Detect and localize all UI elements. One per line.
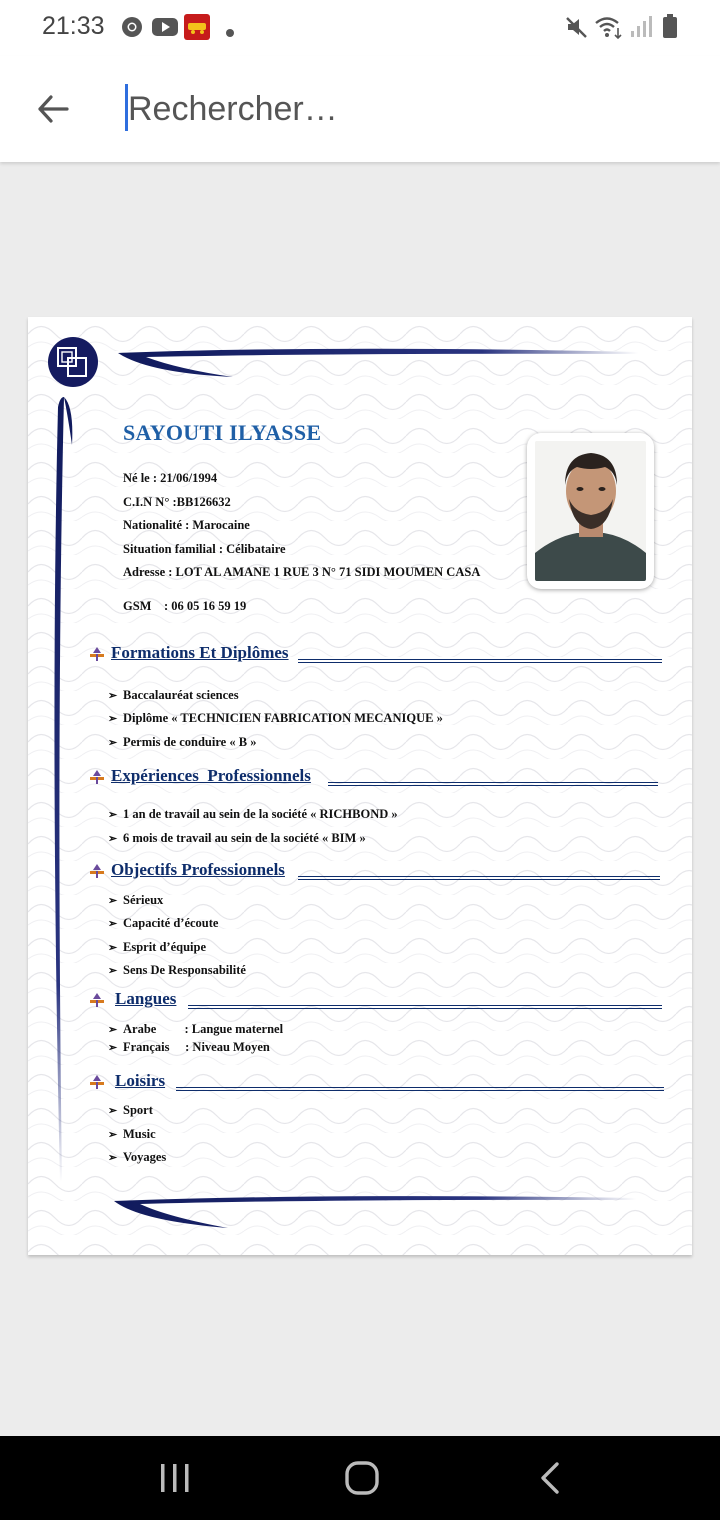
arrow-bullet-icon: ➢ [108,713,118,725]
back-arrow-icon [37,95,69,123]
arrow-bullet-icon: ➢ [108,1024,118,1036]
wifi-icon [594,14,624,45]
info-gsm: GSM : 06 05 16 59 19 [123,599,247,613]
list-item: ➢ 1 an de travail au sein de la société « RICHBOND » [108,807,398,821]
section-title-langues: Langues [115,989,177,1008]
youtube-icon [152,17,178,42]
arrow-bullet-icon: ➢ [108,809,118,821]
home-icon [344,1460,380,1496]
list-item: ➢ Français : Niveau Moyen [108,1040,270,1054]
arrow-bullet-icon: ➢ [108,1042,118,1054]
back-button[interactable] [30,86,76,132]
arrow-bullet-icon: ➢ [108,1105,118,1117]
arrow-bullet-icon: ➢ [108,737,118,749]
list-item: ➢ Sérieux [108,893,164,907]
section-bullet-icon [90,993,104,1007]
status-bar [0,0,720,56]
arrow-bullet-icon: ➢ [108,918,118,930]
battery-icon [663,14,677,43]
section-rule [298,876,660,880]
list-item: ➢ 6 mois de travail au sein de la société « BIM » [108,831,366,845]
back-nav-button[interactable] [520,1456,580,1500]
info-address: Adresse : LOT AL AMANE 1 RUE 3 N° 71 SIDI MOUMEN CASA [123,565,481,579]
list-item: ➢ Permis de conduire « B » [108,735,257,749]
section-rule [298,659,662,663]
list-item: ➢ Sport [108,1103,153,1117]
cv-name: SAYOUTI ILYASSE [123,420,322,445]
info-birthdate: Né le : 21/06/1994 [123,471,218,485]
info-marital-status: Situation familial : Célibataire [123,542,286,556]
info-nationality: Nationalité : Marocaine [123,518,250,532]
chrome-icon [121,16,143,43]
recent-apps-button[interactable] [145,1456,205,1500]
list-item: ➢ Arabe : Langue maternel [108,1022,284,1036]
document-page[interactable] [28,317,692,1255]
app-icon [184,14,210,45]
notification-dot-icon [226,24,234,42]
section-title-loisirs: Loisirs [115,1071,166,1090]
list-item: ➢ Diplôme « TECHNICIEN FABRICATION MECANIQUE » [108,711,443,725]
recent-apps-icon [158,1462,192,1494]
info-cin: C.I.N N° :BB126632 [123,495,231,509]
mute-icon [565,15,589,44]
list-item: ➢ Baccalauréat sciences [108,688,239,702]
section-title-objectifs: Objectifs Professionnels [111,860,285,879]
search-input[interactable] [128,82,648,136]
arrow-bullet-icon: ➢ [108,1152,118,1164]
arrow-bullet-icon: ➢ [108,942,118,954]
arrow-bullet-icon: ➢ [108,833,118,845]
arrow-bullet-icon: ➢ [108,690,118,702]
profile-photo [535,441,646,581]
back-chevron-icon [538,1461,562,1495]
list-item: ➢ Esprit d’équipe [108,940,207,954]
section-bullet-icon [90,864,104,878]
status-time: 21:33 [42,12,105,40]
signal-icon [630,15,652,44]
system-nav-bar [0,1436,720,1520]
section-bullet-icon [90,1075,104,1089]
section-rule [328,782,658,786]
arrow-bullet-icon: ➢ [108,1129,118,1141]
section-title-formations: Formations Et Diplômes [111,643,289,662]
section-rule [176,1087,664,1091]
arrow-bullet-icon: ➢ [108,895,118,907]
home-button[interactable] [332,1456,392,1500]
section-rule [188,1005,662,1009]
section-bullet-icon [90,770,104,784]
list-item: ➢ Voyages [108,1150,167,1164]
arrow-bullet-icon: ➢ [108,965,118,977]
profile-photo-frame [527,433,654,589]
list-item: ➢ Capacité d’écoute [108,916,219,930]
list-item: ➢ Music [108,1127,156,1141]
search-bar [0,56,720,162]
section-bullet-icon [90,647,104,661]
section-title-experiences: Expériences Professionnels [111,766,311,785]
list-item: ➢ Sens De Responsabilité [108,963,246,977]
